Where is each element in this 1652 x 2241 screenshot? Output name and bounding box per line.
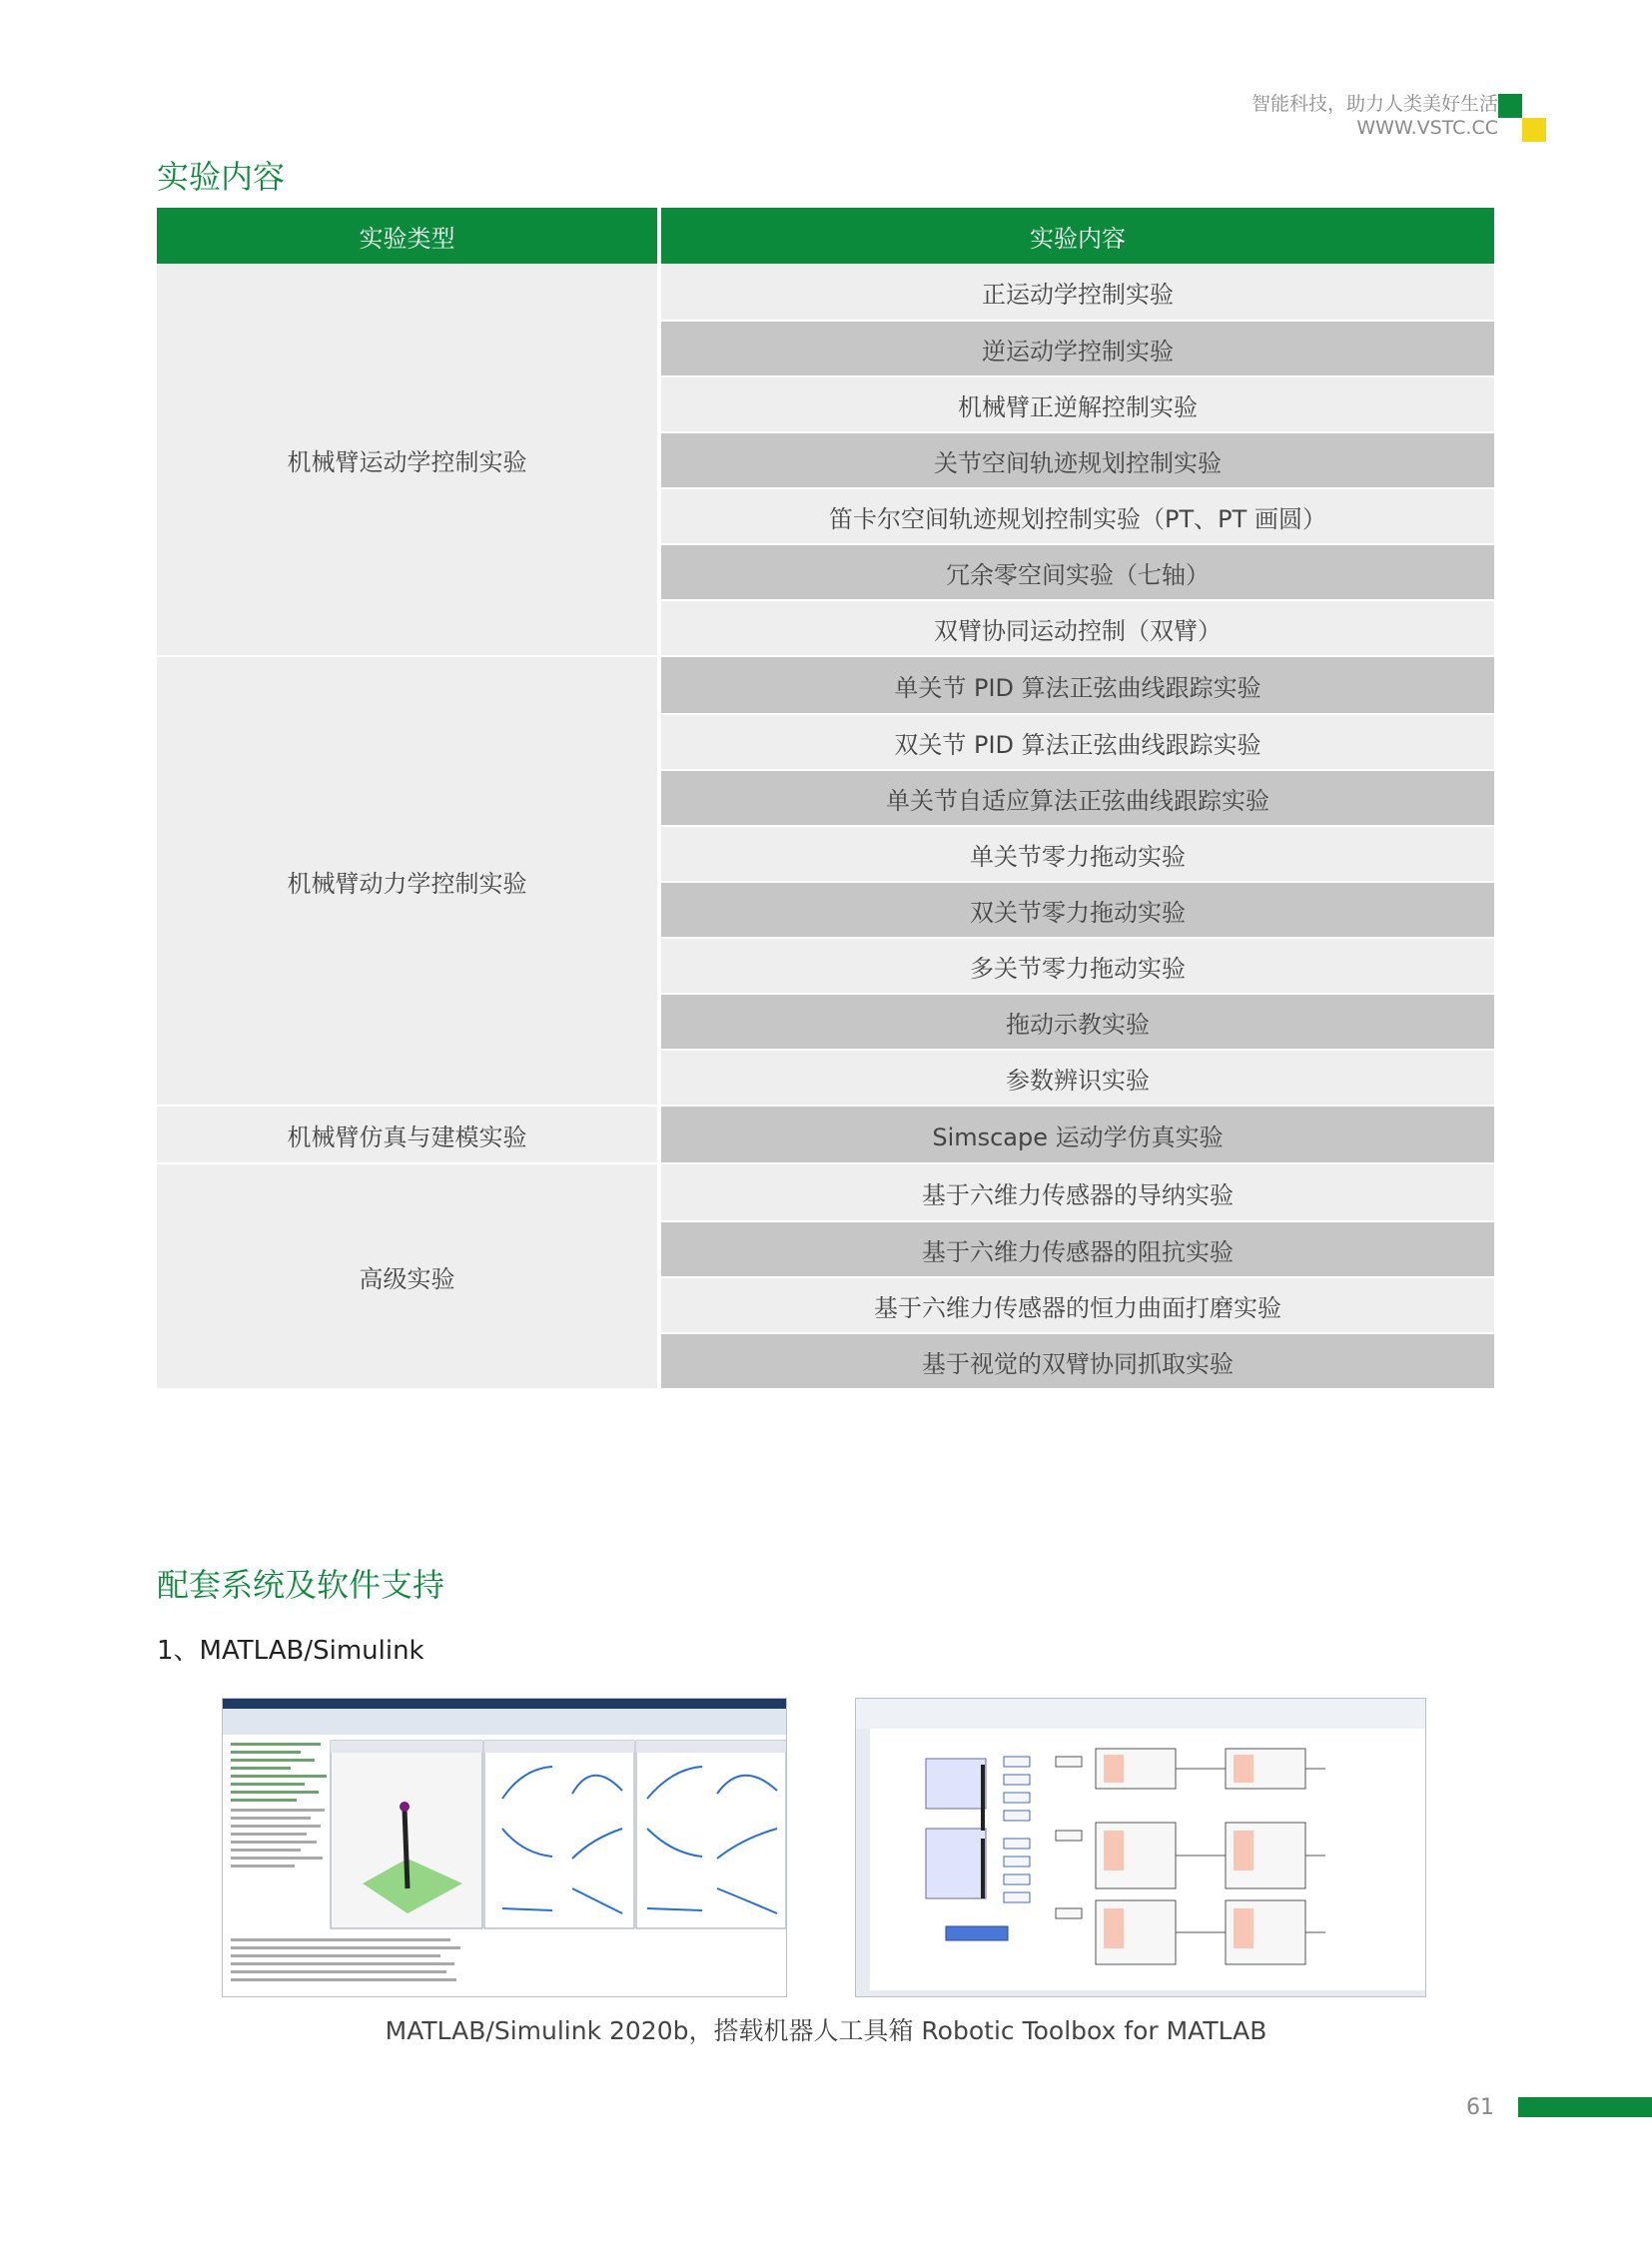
table-row: 参数辨识实验 — [661, 1049, 1494, 1105]
website-url: WWW.VSTC.CC — [1356, 117, 1498, 139]
section-title-software: 配套系统及软件支持 — [157, 1566, 445, 1604]
software-item-title: 1、MATLAB/Simulink — [157, 1636, 424, 1666]
table-group — [157, 655, 1494, 1105]
table-row: 双关节 PID 算法正弦曲线跟踪实验 — [661, 713, 1494, 769]
group-type: 机械臂运动学控制实验 — [157, 264, 657, 655]
experiment-table — [157, 208, 1494, 1388]
footer-accent-bar — [1518, 2097, 1652, 2117]
software-caption: MATLAB/Simulink 2020b，搭载机器人工具箱 Robotic Toolbox for MATLAB — [385, 2016, 1267, 2045]
matlab-screenshot-image — [223, 1699, 787, 1997]
table-row: Simscape 运动学仿真实验 — [661, 1107, 1494, 1162]
table-row: 冗余零空间实验（七轴） — [661, 543, 1494, 599]
table-group — [157, 1162, 1494, 1388]
simulink-screenshot-image — [856, 1699, 1426, 1997]
table-row: 基于六维力传感器的导纳实验 — [661, 1164, 1494, 1220]
slogan: 智能科技，助力人类美好生活 — [1250, 93, 1498, 115]
table-row: 笛卡尔空间轨迹规划控制实验（PT、PT 画圆） — [661, 487, 1494, 543]
group-type: 机械臂仿真与建模实验 — [157, 1107, 657, 1162]
table-group — [157, 1105, 1494, 1162]
table-header — [157, 208, 1494, 264]
table-row: 基于六维力传感器的阻抗实验 — [661, 1220, 1494, 1276]
matlab-screenshot — [222, 1698, 787, 1997]
table-row: 单关节自适应算法正弦曲线跟踪实验 — [661, 769, 1494, 825]
table-row: 机械臂正逆解控制实验 — [661, 375, 1494, 431]
table-row: 基于六维力传感器的恒力曲面打磨实验 — [661, 1276, 1494, 1332]
section-title-experiments: 实验内容 — [157, 158, 286, 196]
header-type: 实验类型 — [157, 208, 657, 264]
table-row: 逆运动学控制实验 — [661, 320, 1494, 375]
table-row: 双关节零力拖动实验 — [661, 881, 1494, 937]
table-row: 拖动示教实验 — [661, 993, 1494, 1049]
page-number: 61 — [1466, 2095, 1494, 2120]
table-row: 多关节零力拖动实验 — [661, 937, 1494, 993]
logo-yellow-square — [1522, 118, 1546, 142]
table-row: 单关节 PID 算法正弦曲线跟踪实验 — [661, 657, 1494, 713]
group-type: 机械臂动力学控制实验 — [157, 657, 657, 1105]
header-branding — [1251, 92, 1498, 140]
logo-green-square — [1498, 94, 1522, 118]
table-row: 双臂协同运动控制（双臂） — [661, 599, 1494, 655]
header-content: 实验内容 — [661, 208, 1494, 264]
group-type: 高级实验 — [157, 1164, 657, 1388]
table-row: 单关节零力拖动实验 — [661, 825, 1494, 881]
simulink-screenshot — [855, 1698, 1426, 1997]
table-row: 关节空间轨迹规划控制实验 — [661, 431, 1494, 487]
table-row: 基于视觉的双臂协同抓取实验 — [661, 1332, 1494, 1388]
table-row: 正运动学控制实验 — [661, 264, 1494, 320]
table-group — [157, 264, 1494, 655]
